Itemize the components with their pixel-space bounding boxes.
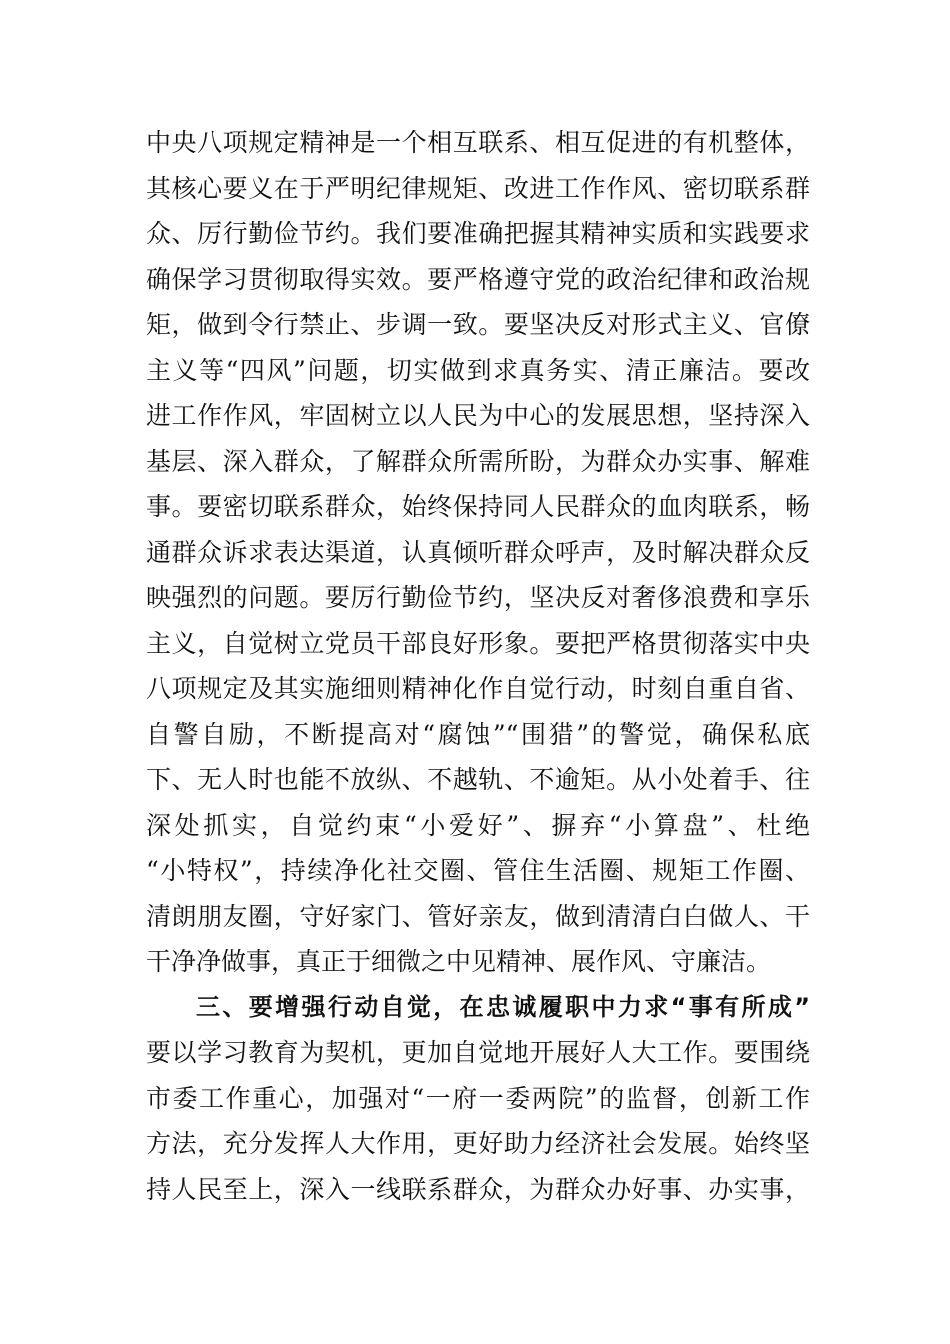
paragraph-2 — [146, 1030, 810, 1212]
text-line: 基层、深入群众，了解群众所需所盼，为群众办实事、解难 — [146, 446, 810, 476]
text-line: 进工作作风，牢固树立以人民为中心的发展思想，坚持深入 — [146, 401, 810, 430]
text-line: 众、厉行勤俭节约。我们要准确把握其精神实质和实践要求 — [146, 219, 810, 248]
text-line: 下、无人时也能不放纵、不越轨、不逾矩。从小处着手、往 — [146, 765, 810, 794]
text-line: 中央八项规定精神是一个相互联系、相互促进的有机整体， — [146, 128, 810, 157]
section-heading: 三、要增强行动自觉，在忠诚履职中力求“事有所成” — [196, 992, 810, 1021]
text-line: 八项规定及其实施细则精神化作自觉行动，时刻自重自省、 — [146, 674, 810, 703]
text-line: 持人民至上，深入一线联系群众，为群众办好事、办实事， — [146, 1174, 810, 1204]
text-line: 主义，自觉树立党员干部良好形象。要把严格贯彻落实中央 — [146, 628, 810, 658]
text-line: 映强烈的问题。要厉行勤俭节约，坚决反对奢侈浪费和享乐 — [146, 583, 810, 612]
text-line: 矩，做到令行禁止、步调一致。要坚决反对形式主义、官僚 — [146, 310, 810, 339]
text-line: 其核心要义在于严明纪律规矩、改进工作作风、密切联系群 — [146, 173, 810, 203]
text-line: 干净净做事，真正于细微之中见精神、展作风、守廉洁。 — [146, 947, 772, 976]
text-line: 确保学习贯彻取得实效。要严格遵守党的政治纪律和政治规 — [146, 264, 810, 294]
body-text — [146, 120, 810, 1212]
text-line: 自警自励，不断提高对“腐蚀”“围猎”的警觉，确保私底 — [146, 719, 810, 749]
text-line: 要以学习教育为契机，更加自觉地开展好人大工作。要围绕 — [146, 1038, 810, 1067]
text-line: 通群众诉求表达渠道，认真倾听群众呼声，及时解决群众反 — [146, 537, 810, 567]
text-line: 市委工作重心，加强对“一府一委两院”的监督，创新工作 — [146, 1083, 810, 1113]
text-line: 深处抓实，自觉约束“小爱好”、摒弃“小算盘”、杜绝 — [146, 810, 810, 840]
text-line: 方法，充分发挥人大作用，更好助力经济社会发展。始终坚 — [146, 1129, 810, 1158]
text-line: “小特权”，持续净化社交圈、管住生活圈、规矩工作圈、 — [146, 856, 810, 885]
text-line: 主义等“四风”问题，切实做到求真务实、清正廉洁。要改 — [146, 355, 810, 385]
text-line: 清朗朋友圈，守好家门、管好亲友，做到清清白白做人、干 — [146, 901, 810, 931]
paragraph-1 — [146, 120, 810, 985]
text-line: 事。要密切联系群众，始终保持同人民群众的血肉联系，畅 — [146, 492, 810, 521]
